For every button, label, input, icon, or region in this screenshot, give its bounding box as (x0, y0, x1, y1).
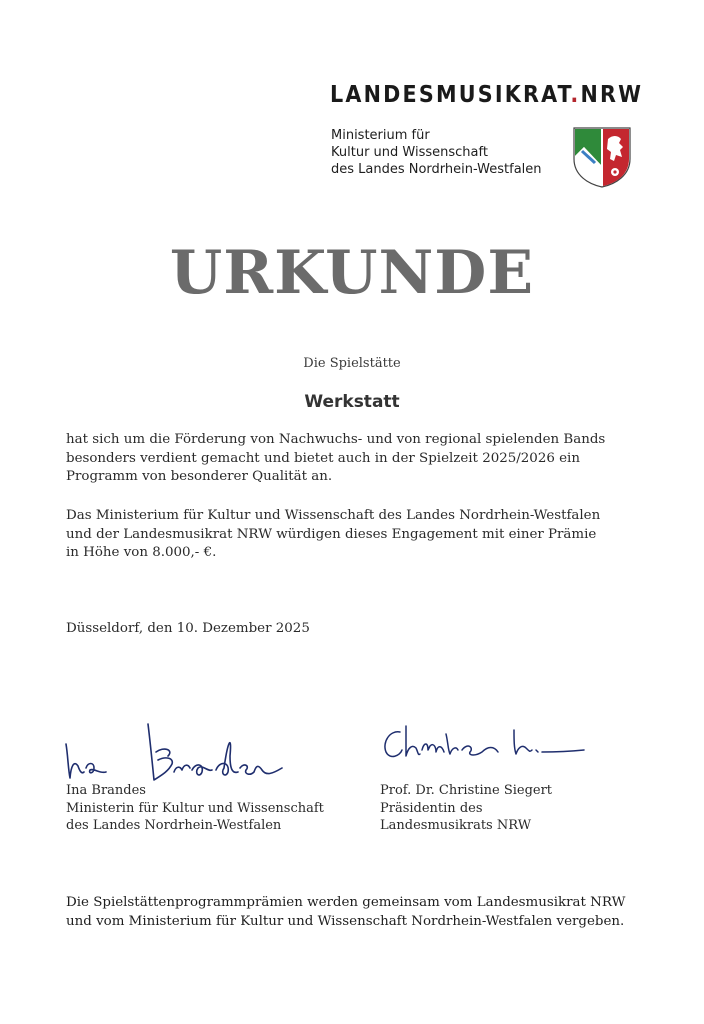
footer-line: Die Spielstättenprogrammprämien werden gemeinsam vom Landesmusikrat NRW (66, 895, 626, 910)
ministry-line-2: Kultur und Wissenschaft (331, 145, 488, 160)
paragraph-line: hat sich um die Förderung von Nachwuchs- und von regional spielenden Bands (66, 432, 606, 447)
venue-label: Die Spielstätte (303, 356, 401, 371)
signatory-role: Ministerin für Kultur und Wissenschaft (66, 800, 324, 816)
signatory-right (380, 782, 552, 835)
place-date: Düsseldorf, den 10. Dezember 2025 (66, 621, 310, 636)
signatory-role: Landesmusikrats NRW (380, 818, 532, 833)
ministry-line-1: Ministerium für (331, 128, 430, 143)
landesmusikrat-logo (330, 82, 643, 108)
certificate-title: URKUNDE (169, 238, 535, 308)
ministry-line-3: des Landes Nordrhein-Westfalen (331, 162, 542, 177)
signatory-name: Ina Brandes (66, 783, 146, 798)
logo-suffix-text: NRW (580, 82, 644, 108)
paragraph-merit (66, 431, 646, 487)
footer-line: und vom Ministerium für Kultur und Wissenschaft Nordrhein-Westfalen vergeben. (66, 914, 625, 929)
footer-note (66, 893, 666, 931)
paragraph-line: und der Landesmusikrat NRW würdigen dieses Engagement mit einer Prämie (66, 526, 597, 542)
paragraph-line: besonders verdient gemacht und bietet auch in der Spielzeit 2025/2026 ein (66, 450, 580, 466)
paragraph-line: in Höhe von 8.000,- €. (66, 545, 217, 560)
signature-right-image (378, 722, 588, 772)
signatory-role: des Landes Nordrhein-Westfalen (66, 818, 282, 833)
ministry-name (331, 127, 542, 178)
paragraph-line: Das Ministerium für Kultur und Wissenschaft des Landes Nordrhein-Westfalen (66, 508, 601, 523)
nrw-coat-of-arms-icon (570, 125, 634, 189)
signatory-role: Präsidentin des (380, 800, 483, 816)
signatory-left (66, 782, 324, 835)
venue-name: Werkstatt (304, 392, 400, 412)
signatory-name: Prof. Dr. Christine Siegert (380, 783, 553, 798)
logo-main-text: LANDESMUSIKRAT (330, 82, 571, 108)
paragraph-award (66, 507, 646, 563)
logo-dot: . (570, 82, 581, 108)
paragraph-line: Programm von besonderer Qualität an. (66, 469, 333, 484)
